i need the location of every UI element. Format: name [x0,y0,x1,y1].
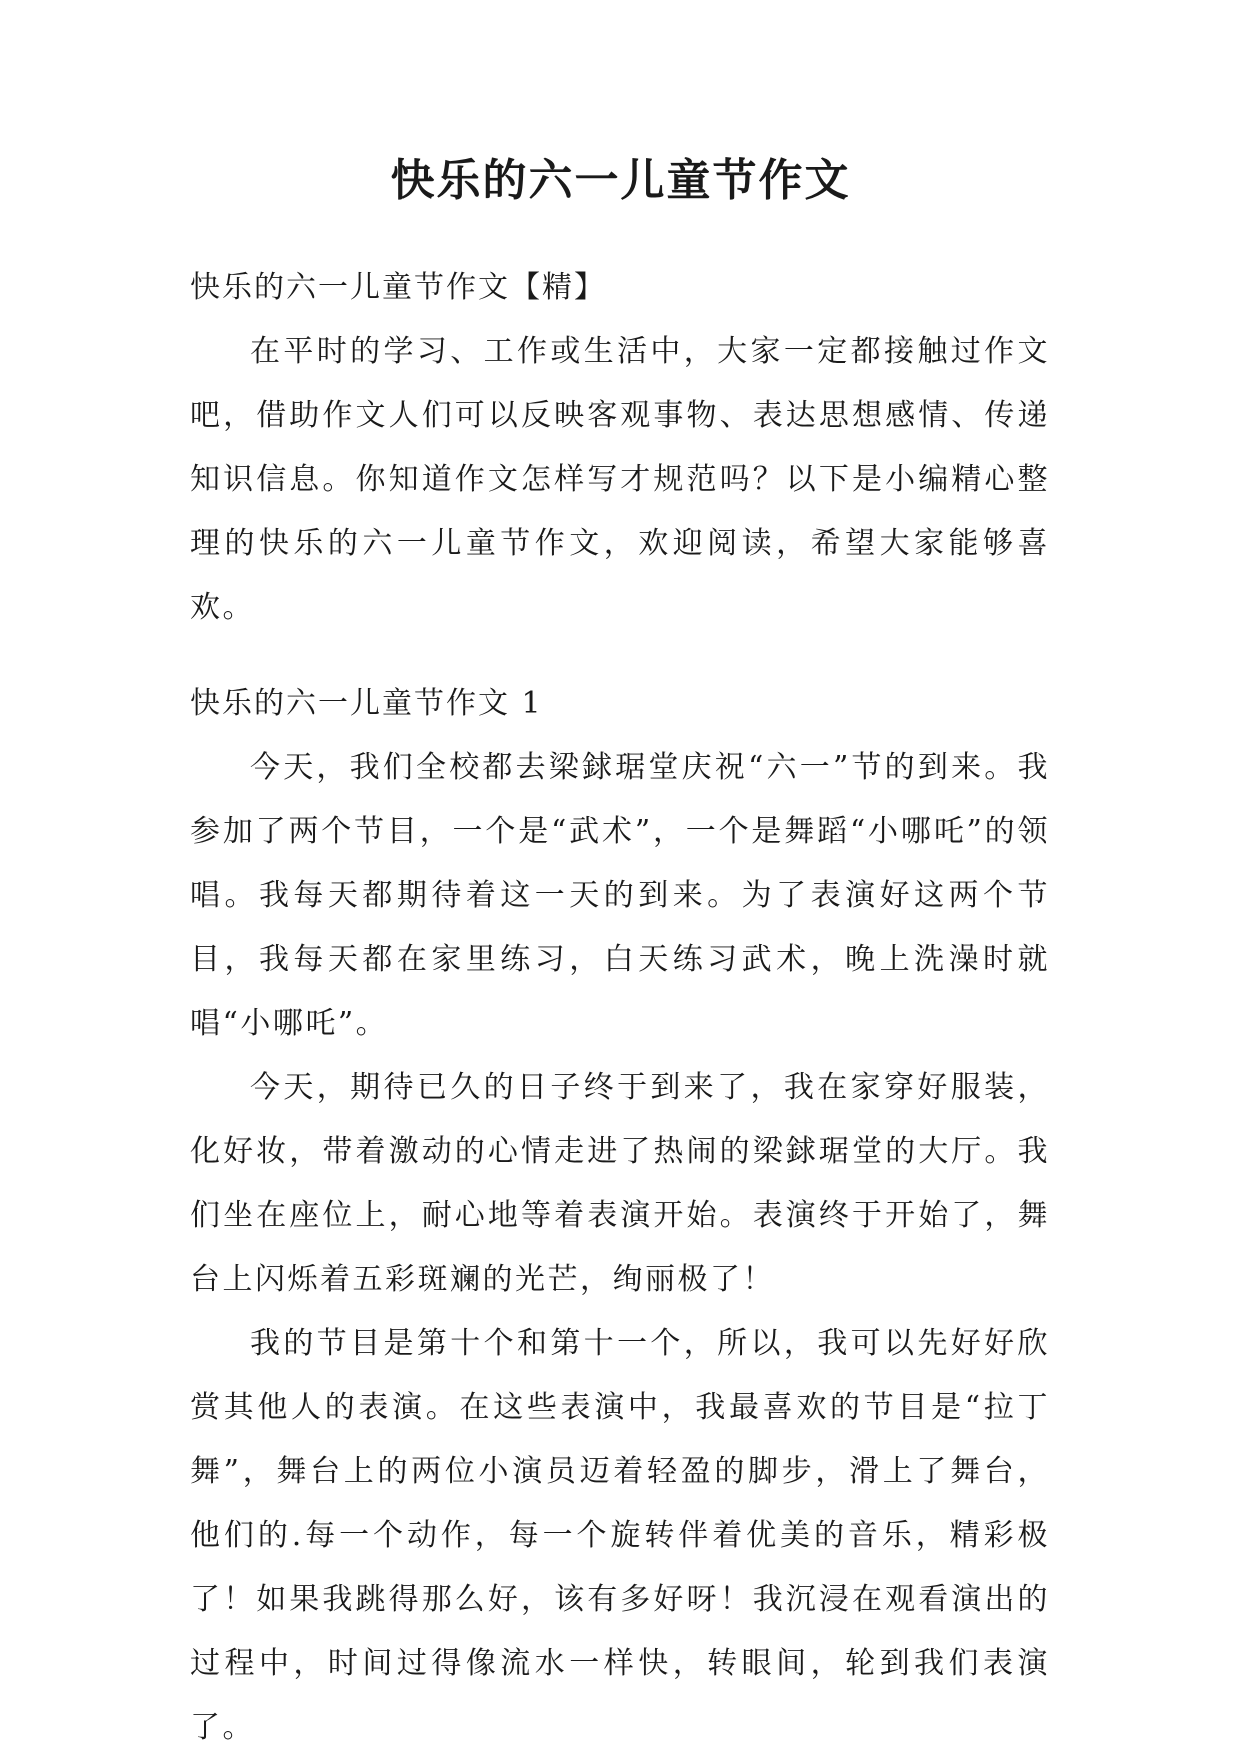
essay-1-paragraph-2: 今天，期待已久的日子终于到来了，我在家穿好服装，化好妆，带着激动的心情走进了热闹的梁銶琚堂的大厅。我们坐在座位上，耐心地等着表演开始。表演终于开始了，舞台上闪烁着五彩斑斓的光芒，绚丽极了！ [190,1070,1050,1297]
essay-1-paragraph-1: 今天，我们全校都去梁銶琚堂庆祝“六一”节的到来。我参加了两个节目，一个是“武术”，一个是舞蹈“小哪吒”的领唱。我每天都期待着这一天的到来。为了表演好这两个节目，我每天都在家里练习，白天练习武术，晚上洗澡时就唱“小哪吒”。 [190,750,1050,1041]
essay-1-heading: 快乐的六一儿童节作文 1 [190,686,543,721]
intro-heading: 快乐的六一儿童节作文【精】 [190,270,606,305]
section-spacer [190,640,1050,672]
document-body [190,256,1050,1760]
essay-1-paragraph-3: 我的节目是第十个和第十一个，所以，我可以先好好欣赏其他人的表演。在这些表演中，我最喜欢的节目是“拉丁舞”，舞台上的两位小演员迈着轻盈的脚步，滑上了舞台，他们的.每一个动作，每一个旋转伴着优美的音乐，精彩极了！如果我跳得那么好，该有多好呀！我沉浸在观看演出的过程中，时间过得像流水一样快，转眼间，轮到我们表演了。 [190,1326,1050,1745]
page-title: 快乐的六一儿童节作文 [390,155,851,206]
intro-paragraph: 在平时的学习、工作或生活中，大家一定都接触过作文吧，借助作文人们可以反映客观事物、表达思想感情、传递知识信息。你知道作文怎样写才规范吗？以下是小编精心整理的快乐的六一儿童节作文，欢迎阅读，希望大家能够喜欢。 [190,334,1050,625]
